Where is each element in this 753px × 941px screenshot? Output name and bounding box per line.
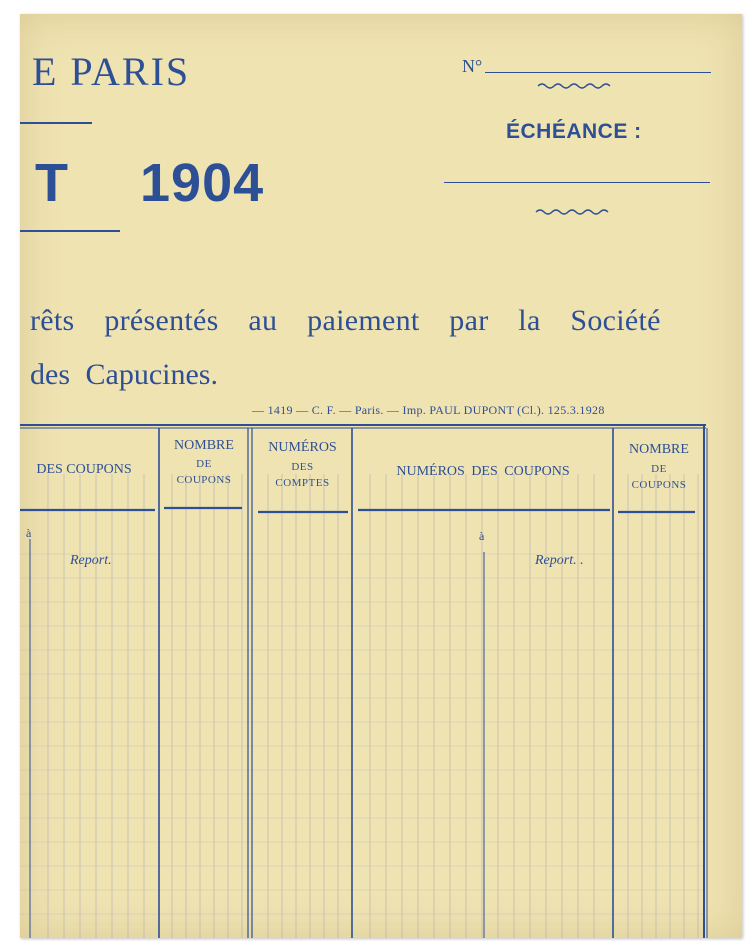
header-nombre-de-coupons-left (160, 438, 248, 486)
header-comptes-text: COMPTES (275, 476, 330, 489)
header-de-text-right: DE (651, 462, 667, 475)
printer-imprint: — 1419 — C. F. — Paris. — Imp. PAUL DUPONT (Cl.). 125.3.1928 (252, 403, 605, 417)
header-title-fragment: T (35, 153, 68, 213)
header-de-text: DE (196, 457, 212, 470)
report-label-left: Report. (70, 553, 112, 568)
header-coupons-text-right: COUPONS (631, 478, 687, 491)
header-numeros-text: NUMÉROS (268, 440, 337, 455)
a-mark-left: à (26, 526, 32, 540)
header-des-text: DES (291, 460, 314, 473)
header-des-coupons-left: DES COUPONS (36, 462, 132, 477)
header-paris-text: E PARIS (32, 49, 191, 94)
header-coupons-text: COUPONS (176, 473, 232, 486)
report-label-right: Report. . (535, 553, 584, 568)
echeance-label: ÉCHÉANCE : (506, 120, 642, 143)
document-page (20, 14, 742, 938)
header-nombre-text-right: NOMBRE (629, 442, 689, 457)
number-label: N° (462, 56, 483, 76)
intro-line-2: des Capucines. (30, 358, 218, 391)
intro-line-1: rêts présentés au paiement par la Société (30, 304, 661, 337)
header-numeros-des-comptes (253, 440, 352, 489)
header-nombre-de-coupons-right (614, 442, 704, 491)
header-numeros-des-coupons: NUMÉROS DES COUPONS (396, 464, 570, 479)
header-year: 1904 (140, 153, 265, 213)
header-nombre-text: NOMBRE (174, 438, 234, 453)
a-mark-right: à (479, 529, 485, 543)
